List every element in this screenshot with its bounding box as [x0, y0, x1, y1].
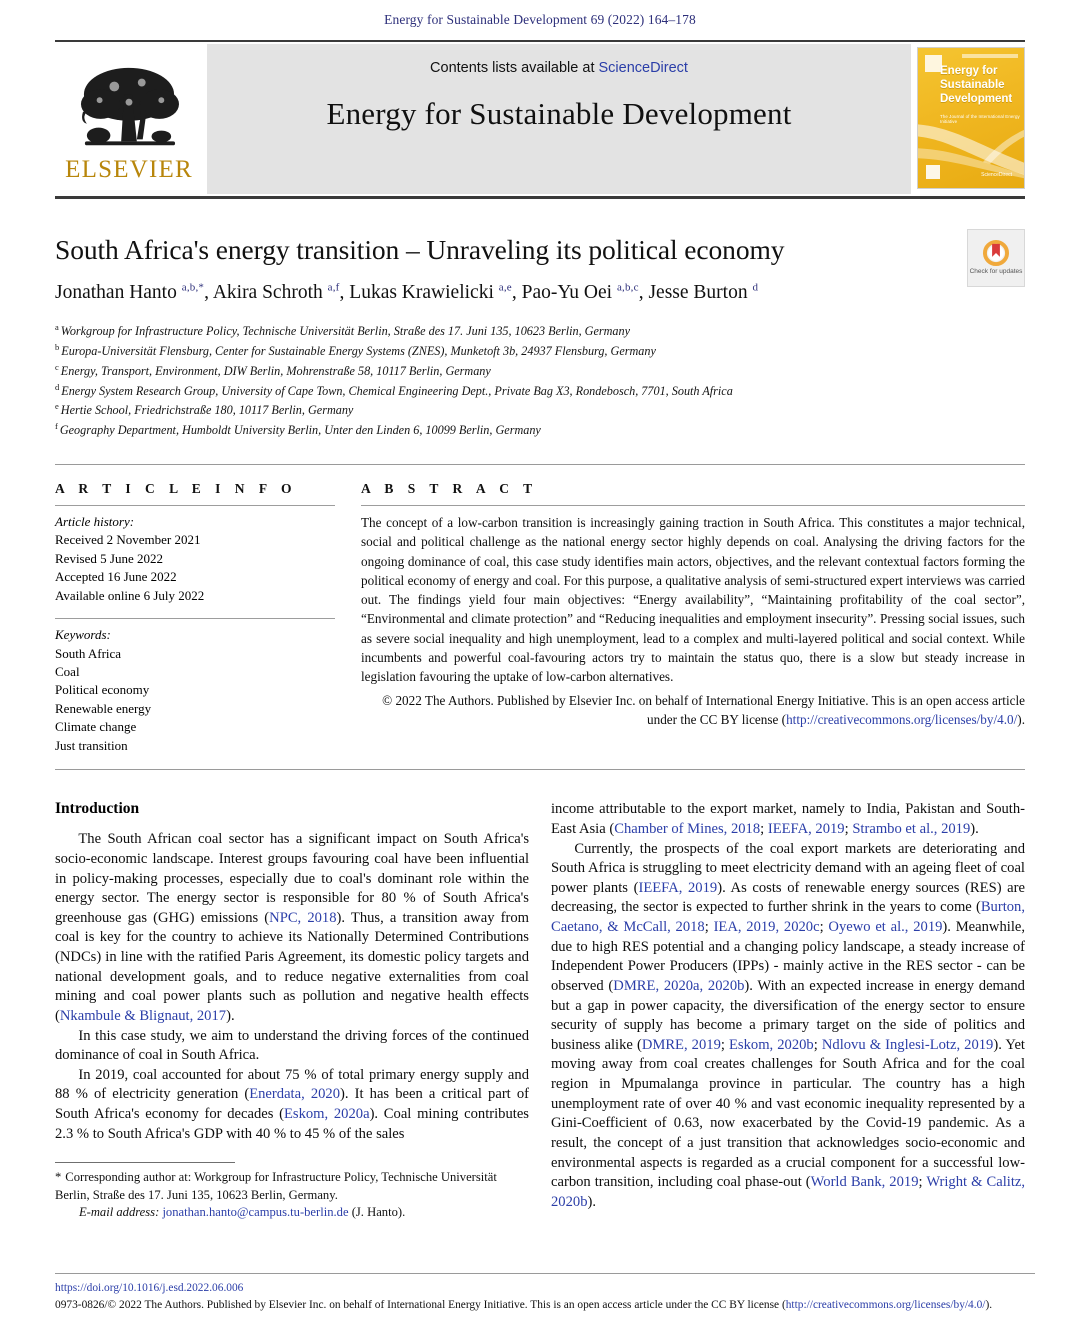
article-history-item: Received 2 November 2021 — [55, 532, 201, 548]
footnote-star: * — [55, 1170, 62, 1185]
info-abstract-panel — [55, 464, 1025, 755]
keyword-item: Just transition — [55, 737, 128, 753]
panel-bottom-divider — [55, 769, 1025, 770]
paragraph-text: ). — [970, 820, 979, 837]
divider — [55, 505, 335, 506]
citation-link[interactable]: Eskom, 2020b — [729, 1036, 814, 1053]
citation-link[interactable]: Ndlovu & Inglesi-Lotz, 2019 — [821, 1036, 994, 1053]
corresponding-author-text: Corresponding author at: Workgroup for Infrastructure Policy, Technische Universität Berlin, Straße des 17. Juni 135, 10623 Berlin, Germany. — [55, 1170, 497, 1202]
citation-link[interactable]: Enerdata, 2020 — [249, 1086, 341, 1103]
author-name: Lukas Krawielicki — [349, 282, 499, 303]
author-affiliation-marks: a,f — [327, 281, 340, 294]
citation-link[interactable]: Oyewo et al., 2019 — [828, 919, 943, 936]
abstract-text: The concept of a low-carbon transition is increasingly gaining traction in South Africa. This constitutes a major technical, social and political challenge as the national energy sector highly depends on coal. Analysing the driving factors for the ongoing dominance of coal, this case study identifies main actors, objectives, and the relevant contextual factors forming the political economy of energy and coal. For this purpose, a qualitative analysis of semi-structured expert interviews was carried out. The findings yield four main objectives: “Energy availability”, “Maintaining profitability of the coal sector”, “Environmental and climate protection” and “Reducing inequalities and employment insecurity”. Pressing social issues, such as severe social inequality and high unemployment, lead to a complex and multi-layered political and social context. While incumbents and powerful coal-favouring actors try to maintain the status quo, there is a slow but steady increase in legislation favouring the uptake of low-carbon alternatives. — [361, 514, 1025, 685]
author-affiliation-marks: a,b,* — [181, 281, 205, 294]
cover-subtitle: The Journal of the International Energy Initiative — [940, 114, 1020, 124]
body-column-right — [551, 800, 1025, 1221]
email-label: E-mail address: — [78, 1205, 160, 1220]
cover-top-bar — [962, 54, 1018, 58]
keywords-list — [55, 645, 335, 756]
affiliation-text: Hertie School, Friedrichstraße 180, 10117 Berlin, Germany — [60, 403, 354, 418]
affiliation-mark: a — [55, 322, 59, 333]
citation-link[interactable]: DMRE, 2019 — [641, 1036, 721, 1053]
affiliation-item — [55, 341, 1025, 361]
masthead-center — [207, 44, 911, 194]
article-history-list — [55, 531, 335, 605]
citation-link[interactable]: IEEFA, 2019 — [767, 820, 845, 837]
author-name: Jonathan Hanto — [55, 282, 182, 303]
keyword-item: Renewable energy — [55, 700, 152, 716]
paragraph-text: ). Yet moving away from coal creates challenges for South Africa and for the coal region in Mpumalanga province in particular. The country has a high unemployment rate of over 40 % and vast economic inequality represented by a Gini-Coefficient of 0.63, now exacerbated by the Covid-19 pandemic. As a result, the concept of a just transition that acknowledges socio-economic and environmental aspects is regarded as a crucial component for a successful low-carbon transition, including coal phase-out ( — [551, 1036, 1025, 1191]
contents-prefix: Contents lists available at — [430, 60, 599, 76]
article-history-item: Available online 6 July 2022 — [55, 587, 205, 603]
footer-license-tail: ). — [985, 1298, 993, 1311]
affiliation-item — [55, 400, 1025, 420]
author-name: Pao-Yu Oei — [521, 282, 617, 303]
paragraph-text: income attributable to the export market, namely to India, Pakistan and South-East Asia ( — [551, 801, 1025, 837]
author-name: Akira Schroth — [212, 282, 328, 303]
paragraph-text: ; — [720, 1036, 729, 1053]
keyword-item: South Africa — [55, 645, 122, 661]
affiliation-mark: e — [55, 401, 59, 412]
paragraph-text: ; — [819, 919, 829, 936]
citation-link[interactable]: NPC, 2018 — [269, 909, 337, 926]
affiliation-item — [55, 361, 1025, 381]
author-email-link[interactable]: jonathan.hanto@campus.tu-berlin.de — [162, 1205, 349, 1220]
right-paragraphs — [551, 800, 1025, 1212]
article-history-item: Accepted 16 June 2022 — [55, 569, 177, 585]
cover-title: Energy for Sustainable Development — [940, 65, 1013, 106]
affiliation-item — [55, 321, 1025, 341]
article-history-label: Article history: — [55, 513, 135, 529]
paragraph-text: ; — [813, 1036, 822, 1053]
paragraph-text: ). — [226, 1007, 235, 1024]
citation-link[interactable]: Eskom, 2020a — [283, 1106, 370, 1123]
cc-license-link[interactable]: http://creativecommons.org/licenses/by/4.0/ — [786, 712, 1018, 728]
affiliation-text: Energy System Research Group, University of Cape Town, Chemical Engineering Dept., Private Bag X3, Rondebosch, 7701, South Africa — [61, 383, 733, 398]
journal-masthead — [55, 40, 1025, 199]
keyword-item: Climate change — [55, 719, 137, 735]
citation-link[interactable]: Chamber of Mines, 2018 — [614, 820, 761, 837]
author-affiliation-marks: d — [752, 281, 759, 294]
author-list — [55, 280, 1025, 305]
citation-link[interactable]: IEEFA, 2019 — [638, 879, 718, 896]
elsevier-logo — [55, 44, 203, 194]
corresponding-author-note — [55, 1169, 525, 1221]
abstract-column — [361, 481, 1025, 755]
affiliation-mark: f — [55, 421, 58, 432]
paragraph-text: The South African coal sector has a significant impact on South Africa's socio-economic landscape. Interest groups favouring coal have been influential in policy-making processes, especially due to coal's dominant role within the energy sector. The energy sector is responsible for 80 % of South Africa's greenhouse gas (GHG) emissions ( — [55, 831, 529, 926]
body-paragraph — [55, 1027, 529, 1066]
citation-link[interactable]: Burton, Caetano, & McCall, 2018 — [551, 899, 1025, 936]
body-columns — [55, 800, 1025, 1221]
citation-link[interactable]: Strambo et al., 2019 — [852, 820, 971, 837]
article-info-heading: A R T I C L E I N F O — [55, 480, 298, 496]
divider — [55, 618, 335, 619]
body-paragraph — [55, 830, 529, 1026]
paragraph-text: ; — [760, 820, 768, 837]
affiliation-mark: b — [55, 342, 60, 353]
page-title: South Africa's energy transition – Unraveling its political economy — [55, 234, 785, 265]
affiliation-mark: c — [55, 361, 59, 372]
citation-link[interactable]: Nkambule & Blignaut, 2017 — [59, 1007, 227, 1024]
keyword-item: Political economy — [55, 682, 150, 698]
footnote-rule — [55, 1162, 235, 1169]
sciencedirect-link[interactable]: ScienceDirect — [598, 60, 688, 76]
abstract-heading: A B S T R A C T — [361, 480, 538, 496]
author-separator: , — [204, 282, 213, 303]
paragraph-text: In 2019, coal accounted for about 75 % of total primary energy supply and 88 % of electricity generation ( — [55, 1066, 529, 1103]
footer-license-link[interactable]: http://creativecommons.org/licenses/by/4.0/ — [785, 1298, 986, 1311]
paragraph-text: ). Coal mining contributes 2.3 % to South Africa's GDP with 40 % to 45 % of the sales — [55, 1106, 529, 1142]
footer-issn-copyright: 0973-0826/© 2022 The Authors. Published by Elsevier Inc. on behalf of International Energy Initiative. This is an open access article under the CC BY license ( — [55, 1298, 786, 1311]
article-info-column — [55, 481, 335, 755]
crossmark-badge[interactable] — [967, 229, 1025, 287]
journal-title: Energy for Sustainable Development — [326, 96, 792, 131]
email-note — [79, 1204, 525, 1221]
paragraph-text: Currently, the prospects of the coal export markets are deteriorating and South Africa is struggling to meet electricity demand with an ageing fleet of coal power plants ( — [551, 840, 1025, 896]
page-footer — [55, 1273, 1035, 1313]
body-column-left — [55, 800, 529, 1221]
author-separator: , — [638, 282, 649, 303]
email-suffix: (J. Hanto). — [351, 1205, 406, 1220]
affiliation-text: Europa-Universität Flensburg, Center for Sustainable Energy Systems (ZNES), Munketoft 3b, 24937 Flensburg, Germany — [61, 344, 656, 359]
author-name: Jesse Burton — [648, 282, 753, 303]
paragraph-text: In this case study, we aim to understand the driving forces of the continued dominance of coal in South Africa. — [55, 1027, 529, 1064]
keywords-label: Keywords: — [55, 627, 111, 643]
affiliation-text: Energy, Transport, Environment, DIW Berlin, Mohrenstraße 58, 10117 Berlin, Germany — [60, 363, 491, 378]
paragraph-text: ). — [587, 1193, 596, 1210]
author-separator: , — [511, 282, 522, 303]
paragraph-text: ). Thus, a transition away from coal is key for the country to achieve its Nationally Determined Contributions (NDCs) in line with the ratified Paris Agreement, its domestic policy targets and national development goals, and to reduce negative externalities from coal mining and coal power plants such as pollution and negative health effects ( — [55, 909, 529, 1024]
paragraph-text: ). With an expected increase in energy demand but a gap in power capacity, the diversification of the energy sector to ensure security of supply has become a primary target on the side of politics and business alike ( — [551, 977, 1025, 1053]
divider — [361, 505, 1025, 506]
paragraph-text: ). As costs of renewable energy sources (RES) are decreasing, the sector is expected to further shrink in the years to come ( — [551, 879, 1025, 916]
doi-link[interactable]: https://doi.org/10.1016/j.esd.2022.06.006 — [55, 1281, 244, 1294]
author-affiliation-marks: a,e — [498, 281, 512, 294]
contents-lists-line — [430, 60, 688, 76]
affiliations-list — [55, 321, 1025, 440]
section-heading-introduction: Introduction — [55, 800, 140, 818]
keyword-item: Coal — [55, 664, 80, 680]
affiliation-item — [55, 420, 1025, 440]
affiliation-text: Geography Department, Humboldt University Berlin, Unter den Linden 6, 10099 Berlin, Germany — [59, 423, 541, 438]
paragraph-text: ; — [704, 919, 714, 936]
title-block — [55, 233, 1025, 305]
paragraph-text: ; — [918, 1174, 927, 1191]
cover-iei-mark — [926, 165, 940, 179]
body-paragraph — [551, 800, 1025, 839]
cover-sciencedirect-mark: ScienceDirect — [981, 171, 1012, 178]
abstract-copyright-text: © 2022 The Authors. Published by Elsevier Inc. on behalf of International Energy Initiative. This is an open access article under the CC BY license ( — [382, 692, 1025, 728]
body-paragraph — [55, 1066, 529, 1145]
paragraph-text: ). It has been a critical part of South Africa's economy for decades ( — [55, 1086, 529, 1123]
elsevier-wordmark: ELSEVIER — [65, 155, 193, 183]
crossmark-icon — [983, 240, 1009, 266]
paragraph-text: ; — [844, 820, 853, 837]
left-paragraphs — [55, 830, 529, 1144]
elsevier-tree-icon — [75, 61, 183, 159]
affiliation-mark: d — [55, 381, 60, 392]
body-paragraph — [551, 840, 1025, 1213]
abstract-copyright — [361, 691, 1025, 730]
paragraph-text: ). Meanwhile, due to high RES potential and a changing policy landscape, a steady increase of Independent Power Producers (IPPs) - mainly active in the RES sector - can be observed ( — [551, 919, 1025, 994]
affiliation-text: Workgroup for Infrastructure Policy, Technische Universität Berlin, Straße des 17. Juni 135, 10623 Berlin, Germany — [60, 324, 631, 339]
affiliation-item — [55, 381, 1025, 401]
citation-link[interactable]: DMRE, 2020a, 2020b — [613, 977, 745, 994]
footer-copyright — [55, 1297, 1035, 1313]
author-separator: , — [339, 282, 350, 303]
crossmark-label: Check for updates — [969, 268, 1023, 276]
article-history-item: Revised 5 June 2022 — [55, 550, 163, 566]
author-affiliation-marks: a,b,c — [616, 281, 639, 294]
abstract-copyright-tail: ). — [1017, 712, 1025, 728]
journal-cover-thumbnail — [917, 47, 1025, 189]
citation-link[interactable]: IEA, 2019, 2020c — [713, 919, 820, 936]
running-head: Energy for Sustainable Development 69 (2022) 164–178 — [384, 12, 696, 27]
citation-link[interactable]: Wright & Calitz, 2020b — [551, 1174, 1025, 1210]
citation-link[interactable]: World Bank, 2019 — [810, 1174, 919, 1191]
